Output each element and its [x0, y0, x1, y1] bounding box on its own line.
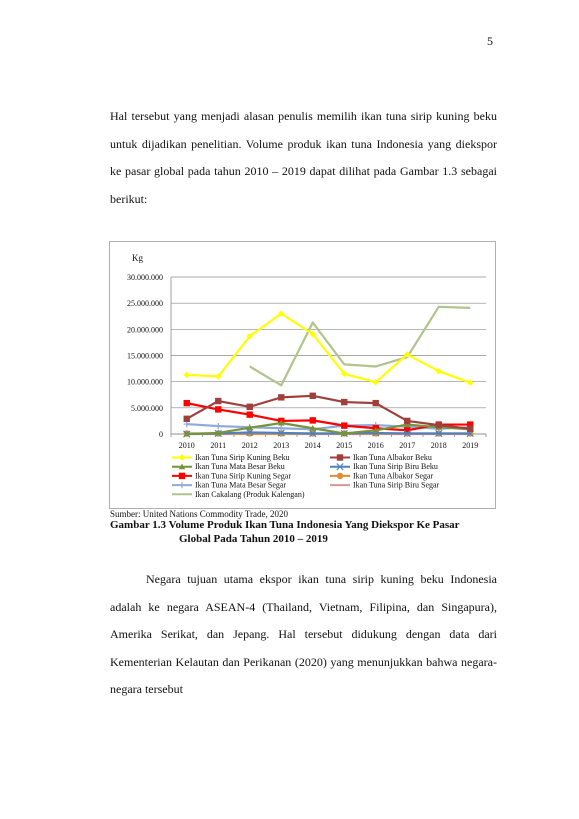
legend-marker	[179, 473, 185, 479]
data-point-4	[341, 422, 347, 428]
data-point-1	[278, 394, 284, 400]
legend-label: Ikan Tuna Albakor Beku	[353, 453, 432, 462]
data-point-1	[373, 400, 379, 406]
data-point-1	[247, 404, 253, 410]
legend-marker	[179, 482, 185, 488]
legend-marker	[337, 473, 343, 479]
data-point-4	[184, 400, 190, 406]
y-tick-label: 30.000.000	[127, 273, 163, 282]
x-tick-label: 2013	[273, 441, 290, 450]
chart-figure	[109, 241, 496, 509]
data-point-4	[215, 406, 221, 412]
data-point-1	[215, 398, 221, 404]
legend-label: Ikan Tuna Mata Besar Segar	[195, 480, 287, 490]
y-axis-label: Kg	[132, 253, 143, 263]
figure-caption	[110, 518, 497, 546]
legend-marker	[337, 454, 343, 460]
figure-caption-line-1: Gambar 1.3 Volume Produk Ikan Tuna Indonesia Yang Diekspor Ke Pasar	[110, 519, 460, 531]
data-point-0	[467, 380, 473, 386]
x-tick-label: 2017	[399, 441, 416, 450]
x-tick-label: 2011	[210, 441, 227, 450]
legend-label: Ikan Tuna Sirip Biru Segar	[353, 480, 440, 490]
figure-caption-line-2: Global Pada Tahun 2010 – 2019	[179, 533, 328, 545]
data-point-4	[247, 411, 253, 417]
legend-label: Ikan Tuna Sirip Kuning Segar	[195, 471, 291, 481]
data-point-1	[467, 426, 473, 432]
y-tick-label: 5.000.000	[131, 403, 163, 413]
data-point-1	[404, 418, 410, 424]
legend-marker	[179, 454, 185, 460]
x-tick-label: 2015	[336, 441, 353, 450]
series-line-8	[250, 307, 471, 386]
y-tick-label: 15.000.000	[127, 351, 163, 361]
data-point-6	[215, 423, 221, 429]
data-point-1	[436, 422, 442, 428]
x-tick-label: 2019	[462, 441, 479, 450]
body-paragraph-1: Hal tersebut yang menjadi alasan penulis memilih ikan tuna sirip kuning beku untuk dijadikan penelitian. Volume produk ikan tuna Indonesia yang diekspor ke pasar global pada tahun 2010 – 2019 dapat dilihat pada Gambar 1.3 sebagai berikut:	[110, 109, 497, 206]
y-tick-label: 10.000.000	[127, 377, 163, 387]
legend-label: Ikan Tuna Sirip Biru Beku	[353, 462, 438, 472]
x-tick-label: 2012	[241, 441, 258, 450]
x-tick-label: 2018	[430, 441, 447, 450]
legend-label: Ikan Tuna Sirip Kuning Beku	[195, 453, 290, 462]
line-chart	[110, 242, 497, 510]
data-point-1	[341, 399, 347, 405]
body-paragraph-2: Negara tujuan utama ekspor ikan tuna sirip kuning beku Indonesia adalah ke negara ASEAN-4 (Thailand, Vietnam, Filipina, dan Singapura), Amerika Serikat, dan Jepang. Hal tersebut didukung dengan data dari Kementerian Kelautan dan Perikanan (2020) yang menunjukkan bahwa negara-negara tersebut	[110, 572, 497, 696]
y-tick-label: 0	[159, 430, 163, 439]
legend-label: Ikan Cakalang (Produk Kalengan)	[195, 489, 305, 499]
figure-source: Sumber: United Nations Commodity Trade, 2020	[110, 509, 289, 519]
data-point-1	[310, 393, 316, 399]
series-line-3	[187, 432, 471, 434]
legend-label: Ikan Tuna Mata Besar Beku	[195, 462, 285, 472]
data-point-0	[184, 372, 190, 378]
page-number: 5	[487, 34, 493, 48]
x-tick-label: 2010	[178, 441, 195, 450]
y-tick-label: 20.000.000	[127, 325, 163, 335]
y-tick-label: 25.000.000	[127, 299, 163, 309]
data-point-4	[310, 417, 316, 423]
x-tick-label: 2014	[304, 441, 321, 450]
legend-label: Ikan Tuna Albakor Segar	[353, 471, 434, 481]
data-point-1	[184, 416, 190, 422]
x-tick-label: 2016	[367, 441, 384, 450]
